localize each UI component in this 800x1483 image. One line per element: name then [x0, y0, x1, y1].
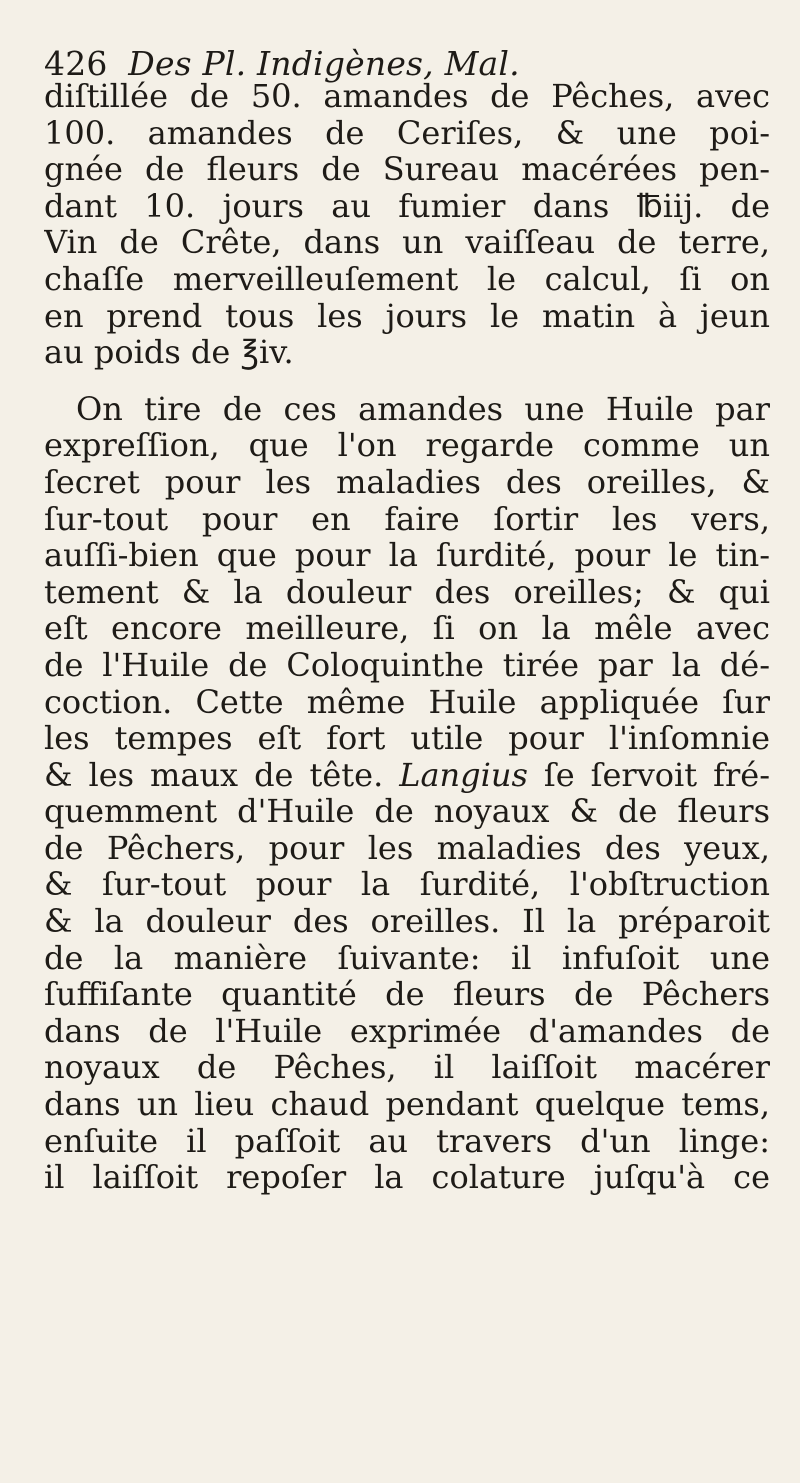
text-line: tement & la douleur des oreilles; & qui — [44, 573, 770, 611]
text-line: diſtillée de 50. amandes de Pêches, avec — [44, 78, 770, 115]
text-line: coction. Cette même Huile appliquée ſur — [44, 683, 770, 721]
author-name: Langius — [399, 756, 528, 794]
text-line: & ſur-tout pour la ſurdité, l'obſtruction — [44, 866, 770, 904]
text-line: ſecret pour les maladies des oreilles, & — [44, 463, 770, 501]
text-line: il laiſſoit repoſer la colature juſqu'à ce — [44, 1159, 770, 1196]
text-line: gnée de fleurs de Sureau macérées pen- — [44, 151, 770, 188]
text-line: chaſſe merveilleuſement le calcul, ſi on — [44, 260, 770, 298]
text-line: de la manière ſuivante: il infuſoit une — [44, 939, 770, 977]
text-line: eſt encore meilleure, ſi on la mêle avec — [44, 610, 770, 647]
text-line: ſur-tout pour en faire ſortir les vers, — [44, 500, 770, 538]
text-line: de Pêchers, pour les maladies des yeux, — [44, 829, 770, 867]
text-line: auſſi-bien que pour la ſurdité, pour le tin- — [44, 537, 770, 574]
text-line: noyaux de Pêches, il laiſſoit macérer — [44, 1049, 770, 1087]
text-line: au poids de ℥iv. — [44, 334, 294, 371]
running-title: Des Pl. Indigènes, Mal. — [128, 44, 520, 83]
text-line: On tire de ces amandes une Huile par — [76, 390, 770, 428]
text-line: & la douleur des oreilles. Il la préparoit — [44, 903, 770, 940]
text-line: Vin de Crête, dans un vaiſſeau de terre, — [44, 224, 770, 261]
text-line: dans de l'Huile exprimée d'amandes de — [44, 1012, 770, 1050]
body-text — [44, 78, 770, 1196]
page-number: 426 — [44, 44, 108, 83]
text-line: ſuffiſante quantité de fleurs de Pêchers — [44, 976, 770, 1013]
text-line: quemment d'Huile de noyaux & de fleurs — [44, 793, 770, 830]
text-line: 100. amandes de Ceriſes, & une poi- — [44, 114, 770, 152]
text-line: dant 10. jours au fumier dans ℔iij. de — [44, 187, 770, 225]
text-line: dans un lieu chaud pendant quelque tems, — [44, 1086, 770, 1123]
text-line: de l'Huile de Coloquinthe tirée par la dé- — [44, 646, 770, 684]
text-line: en prend tous les jours le matin à jeun — [44, 297, 770, 335]
text-line: expreſſion, que l'on regarde comme un — [44, 427, 770, 464]
text-line: & les maux de tête. Langius ſe ſervoit fré- — [44, 756, 770, 794]
text-line: enſuite il paſſoit au travers d'un linge: — [44, 1122, 770, 1160]
text-line: les tempes eſt fort utile pour l'inſomnie — [44, 720, 770, 757]
